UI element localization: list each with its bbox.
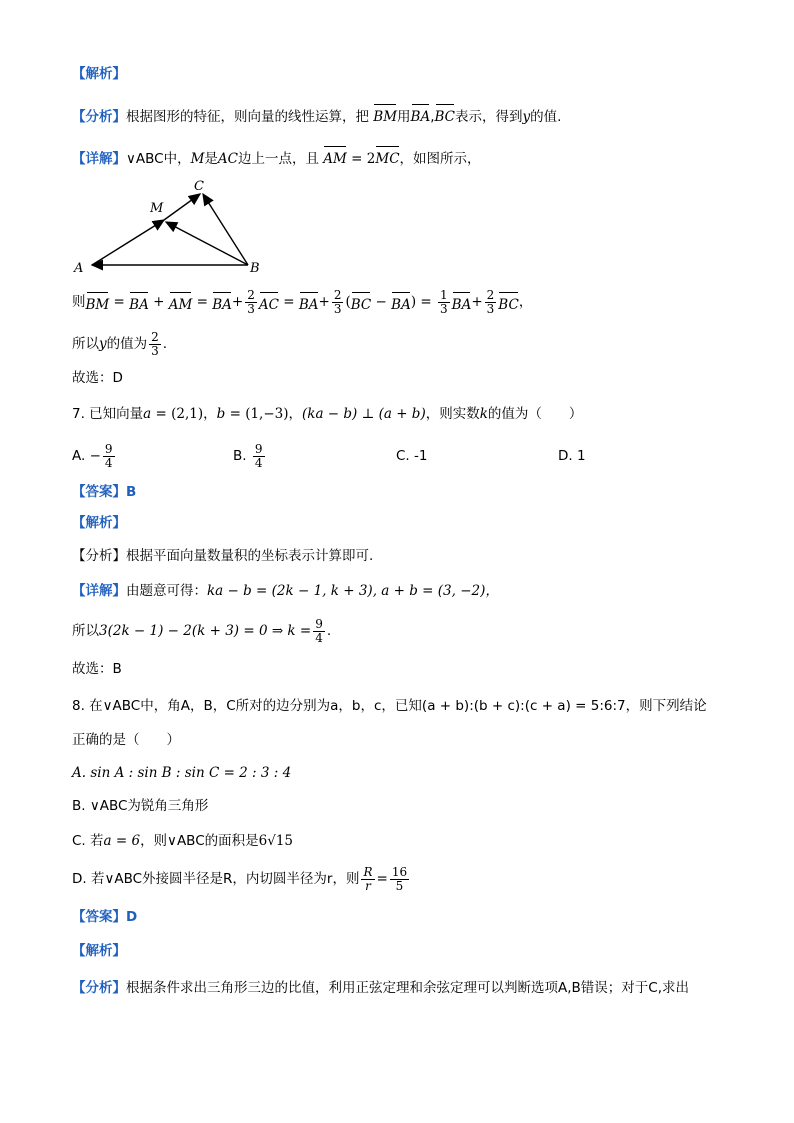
label-a: A xyxy=(74,261,84,276)
analysis-7: 【分析】根据平面向量数量积的坐标表示计算即可. xyxy=(72,548,374,564)
choice-6: 故选：D xyxy=(72,370,123,386)
q8-option-b: B. ∨ABC为锐角三角形 xyxy=(72,798,209,814)
q8-option-d: D. 若∨ABC外接圆半径是R，内切圆半径为r，则 $\frac{R}{r}$ = $\frac{16}{5}$ xyxy=(72,864,408,893)
conclusion-7: 所以 3(2k − 1) − 2(k + 3) = 0 ⇒ k = $\frac{9}{4}$ . xyxy=(72,616,332,645)
triangle-figure xyxy=(72,172,272,282)
q8-option-c: C. 若a = 6，则∨ABC的面积是6√15 xyxy=(72,833,294,849)
answer-7: 【答案】B xyxy=(72,484,137,500)
q7-option-d: D. 1 xyxy=(558,448,586,464)
jiexi-heading-8: 【解析】 xyxy=(72,943,126,959)
detail-6: 【详解】∨ABC中，M是AC边上一点，且 AM = 2MC，如图所示， xyxy=(72,144,481,169)
q7-option-b: B. $\frac{9}{4}$ xyxy=(233,441,263,470)
choice-7: 故选：B xyxy=(72,661,122,677)
jiexi-heading-7: 【解析】 xyxy=(72,515,126,531)
conclusion-6: 所以 y 的值为 $\frac{2}{3}$ . xyxy=(72,329,168,358)
jiexi-heading-6: 【解析】 xyxy=(72,66,126,82)
segment-bm xyxy=(166,222,248,265)
q7-option-c: C. -1 xyxy=(396,448,428,464)
segment-am xyxy=(92,220,164,265)
segment-bc xyxy=(203,194,248,265)
question-8-stem-1: 8. 在∨ABC中，角A，B，C所对的边分别为a，b，c，已知(a + b):(b + c):(c + a) = 5:6:7，则下列结论 xyxy=(72,698,707,714)
equation-bm: 则 BM = BA + AM = BA + $\frac{2}{3}$ AC = BA + $\frac{2}{3}$ ( BC − BA ) = $\frac{1}{3}$ BA + $\frac{2}{3}$ BC ， xyxy=(72,287,533,316)
detail-7: 【详解】由题意可得：ka − b = (2k − 1, k + 3), a + b = (3, −2)， xyxy=(72,583,499,599)
q7-option-a: A. − $\frac{9}{4}$ xyxy=(72,441,113,470)
question-8-stem-2: 正确的是（ ） xyxy=(72,732,180,748)
label-b: B xyxy=(250,261,260,276)
segment-mc xyxy=(164,194,200,220)
vector-bm: BM xyxy=(373,102,397,127)
answer-8: 【答案】D xyxy=(72,909,138,925)
question-7-stem: 7. 已知向量a = (2,1)，b = (1,−3)，(ka − b) ⊥ (a + b)，则实数k的值为（ ） xyxy=(72,406,583,422)
analysis-8: 【分析】根据条件求出三角形三边的比值，利用正弦定理和余弦定理可以判断选项A,B错误；对于C,求出 xyxy=(72,980,690,996)
q8-option-a: A. sin A : sin B : sin C = 2 : 3 : 4 xyxy=(72,765,292,781)
label-c: C xyxy=(194,179,204,194)
analysis-6: 【分析】根据图形的特征，则向量的线性运算，把 BM用BA,BC表示，得到y的值. xyxy=(72,102,561,127)
label-m: M xyxy=(150,201,164,216)
